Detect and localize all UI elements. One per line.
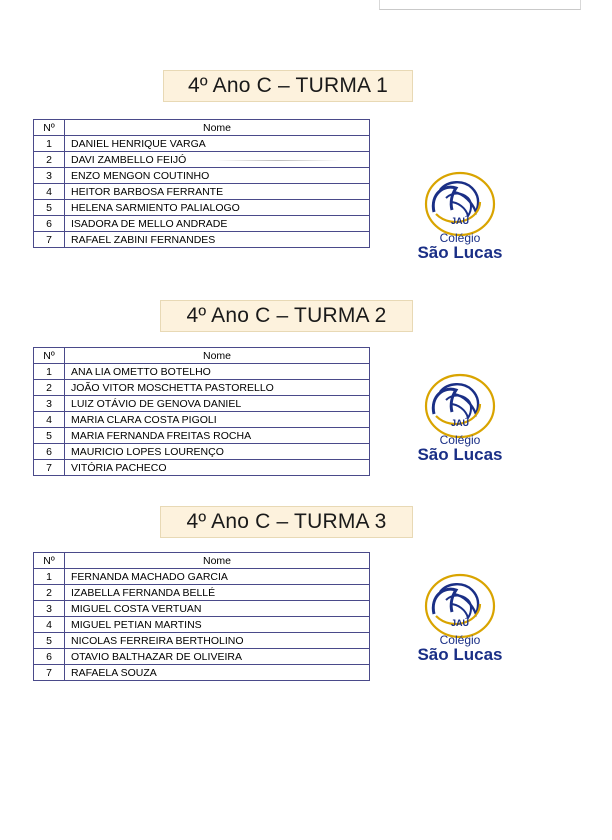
cell-name: VITÓRIA PACHECO	[65, 460, 370, 476]
cell-name: JOÃO VITOR MOSCHETTA PASTORELLO	[65, 380, 370, 396]
cell-num: 3	[34, 168, 65, 184]
column-header-nome: Nome	[65, 553, 370, 569]
table-header-row	[34, 120, 370, 136]
svg-text:JAÚ: JAÚ	[450, 418, 470, 428]
svg-text:JAÚ: JAÚ	[450, 618, 470, 628]
cell-num: 4	[34, 617, 65, 633]
cell-name: IZABELLA FERNANDA BELLÉ	[65, 585, 370, 601]
roster-table-1	[33, 119, 370, 248]
section-title-1: 4º Ano C – TURMA 1	[163, 70, 413, 102]
roster-table-2	[33, 347, 370, 476]
cell-num: 2	[34, 585, 65, 601]
table-row	[34, 184, 370, 200]
cell-name: MIGUEL COSTA VERTUAN	[65, 601, 370, 617]
column-header-num: Nº	[34, 348, 65, 364]
school-logo-icon	[400, 570, 520, 666]
section-title-2: 4º Ano C – TURMA 2	[160, 300, 413, 332]
table-row	[34, 649, 370, 665]
table-row	[34, 601, 370, 617]
cell-name: ISADORA DE MELLO ANDRADE	[65, 216, 370, 232]
cell-name: MARIA CLARA COSTA PIGOLI	[65, 412, 370, 428]
table-row	[34, 216, 370, 232]
svg-text:São Lucas: São Lucas	[417, 445, 503, 464]
cell-num: 2	[34, 152, 65, 168]
cell-num: 3	[34, 601, 65, 617]
svg-text:São Lucas: São Lucas	[417, 243, 503, 262]
cell-name: HELENA SARMIENTO PALIALOGO	[65, 200, 370, 216]
cell-name: RAFAELA SOUZA	[65, 665, 370, 681]
cell-num: 5	[34, 633, 65, 649]
table-row	[34, 428, 370, 444]
cell-name: OTAVIO BALTHAZAR DE OLIVEIRA	[65, 649, 370, 665]
table-row	[34, 200, 370, 216]
school-logo-3	[400, 570, 520, 666]
cell-num: 5	[34, 428, 65, 444]
school-logo-2	[400, 370, 520, 466]
svg-text:Colégio: Colégio	[439, 433, 481, 447]
table-header-row	[34, 348, 370, 364]
cell-num: 4	[34, 184, 65, 200]
cell-num: 7	[34, 232, 65, 248]
table-row	[34, 665, 370, 681]
table-row	[34, 364, 370, 380]
cell-num: 6	[34, 649, 65, 665]
column-header-nome: Nome	[65, 120, 370, 136]
table-row	[34, 633, 370, 649]
cell-num: 5	[34, 200, 65, 216]
table-row	[34, 412, 370, 428]
cell-name: LUIZ OTÁVIO DE GENOVA DANIEL	[65, 396, 370, 412]
roster-table-3	[33, 552, 370, 681]
cell-num: 1	[34, 136, 65, 152]
table-row	[34, 460, 370, 476]
cell-num: 4	[34, 412, 65, 428]
school-logo-1	[400, 168, 520, 264]
cell-name: RAFAEL ZABINI FERNANDES	[65, 232, 370, 248]
cell-name: DANIEL HENRIQUE VARGA	[65, 136, 370, 152]
table-row	[34, 585, 370, 601]
cell-name: FERNANDA MACHADO GARCIA	[65, 569, 370, 585]
cell-num: 1	[34, 364, 65, 380]
cell-name: ENZO MENGON COUTINHO	[65, 168, 370, 184]
svg-text:São Lucas: São Lucas	[417, 645, 503, 664]
section-title-3: 4º Ano C – TURMA 3	[160, 506, 413, 538]
table-row	[34, 380, 370, 396]
svg-text:JAÚ: JAÚ	[450, 216, 470, 226]
column-header-num: Nº	[34, 553, 65, 569]
cell-num: 2	[34, 380, 65, 396]
cell-num: 7	[34, 665, 65, 681]
cell-num: 7	[34, 460, 65, 476]
table-row	[34, 444, 370, 460]
svg-text:Colégio: Colégio	[439, 633, 481, 647]
scan-artifact	[215, 160, 340, 161]
cell-name: MAURICIO LOPES LOURENÇO	[65, 444, 370, 460]
cell-name: DAVI ZAMBELLO FEIJÓ	[65, 152, 370, 168]
column-header-num: Nº	[34, 120, 65, 136]
table-row	[34, 232, 370, 248]
cell-name: MARIA FERNANDA FREITAS ROCHA	[65, 428, 370, 444]
cell-num: 6	[34, 216, 65, 232]
school-logo-icon	[400, 168, 520, 264]
svg-text:Colégio: Colégio	[439, 231, 481, 245]
table-row	[34, 617, 370, 633]
table-row	[34, 396, 370, 412]
cell-num: 6	[34, 444, 65, 460]
cell-num: 1	[34, 569, 65, 585]
table-row	[34, 136, 370, 152]
table-row	[34, 569, 370, 585]
table-header-row	[34, 553, 370, 569]
table-row	[34, 168, 370, 184]
cell-num: 3	[34, 396, 65, 412]
cell-name: HEITOR BARBOSA FERRANTE	[65, 184, 370, 200]
cell-name: ANA LIA OMETTO BOTELHO	[65, 364, 370, 380]
page-top-artifact	[379, 0, 581, 10]
cell-name: NICOLAS FERREIRA BERTHOLINO	[65, 633, 370, 649]
column-header-nome: Nome	[65, 348, 370, 364]
school-logo-icon	[400, 370, 520, 466]
cell-name: MIGUEL PETIAN MARTINS	[65, 617, 370, 633]
